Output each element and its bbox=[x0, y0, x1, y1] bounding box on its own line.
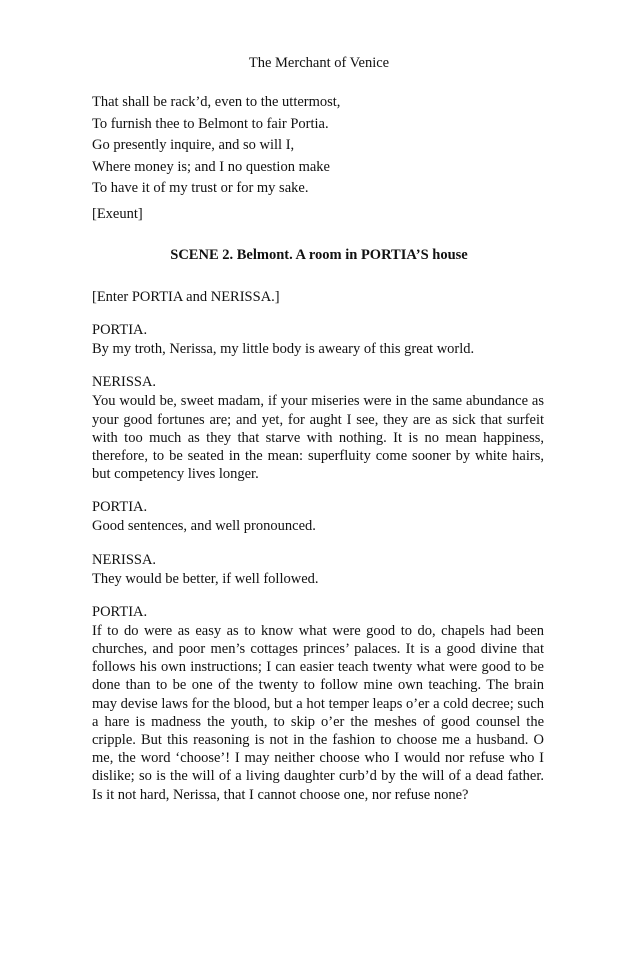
speech-text: They would be better, if well followed. bbox=[92, 570, 319, 587]
speaker-name: PORTIA. bbox=[92, 322, 148, 339]
running-header: The Merchant of Venice bbox=[248, 55, 390, 71]
verse-line: To furnish thee to Belmont to fair Portia. bbox=[92, 115, 329, 132]
stage-direction: [Enter PORTIA and NERISSA.] bbox=[92, 289, 280, 305]
speaker-name: NERISSA. bbox=[92, 551, 157, 568]
verse-line: That shall be rack’d, even to the uttermost, bbox=[92, 94, 341, 110]
verse-line: Where money is; and I no question make bbox=[92, 158, 330, 175]
dialogue-section bbox=[92, 288, 544, 818]
speech-text: By my troth, Nerissa, my little body is aweary of this great world. bbox=[92, 341, 475, 358]
speech-text: You would be, sweet madam, if your miseries were in the same abundance as your good fortunes are; and yet, for aught I see, they are as sick that surfeit with too much as they that starve with nothing. It is no mean happiness, therefore, to be seated in the mean: superfluity come sooner by white hairs, but competency lives longer. bbox=[92, 393, 544, 483]
speaker-name: PORTIA. bbox=[92, 499, 148, 516]
scene-heading: SCENE 2. Belmont. A room in PORTIA’S house bbox=[170, 247, 468, 263]
speech-text: If to do were as easy as to know what were good to do, chapels had been churches, and poor men’s cottages princes’ palaces. It is a good divine that follows his own instructions; I can easier teach twenty what were good to be done than to be one of the twenty to follow mine own teaching. The brain may devise laws for the blood, but a hot temper leaps o’er a cold decree; such a hare is madness the youth, to skip o’er the meshes of good counsel the cripple. But this reasoning is not in the fashion to choose me a husband. O me, the word ‘choose’! I may neither choose who I would nor refuse who I dislike; so is the will of a living daughter curb’d by the will of a dead father. Is it not hard, Nerissa, that I cannot choose one, nor refuse none? bbox=[92, 622, 544, 803]
speaker-name: NERISSA. bbox=[92, 374, 157, 391]
verse-passage bbox=[92, 92, 544, 200]
verse-line: Go presently inquire, and so will I, bbox=[92, 137, 295, 154]
exeunt-direction: [Exeunt] bbox=[92, 206, 143, 222]
speech-text: Good sentences, and well pronounced. bbox=[92, 518, 316, 535]
speaker-name: PORTIA. bbox=[92, 603, 148, 620]
verse-line: To have it of my trust or for my sake. bbox=[92, 180, 309, 197]
